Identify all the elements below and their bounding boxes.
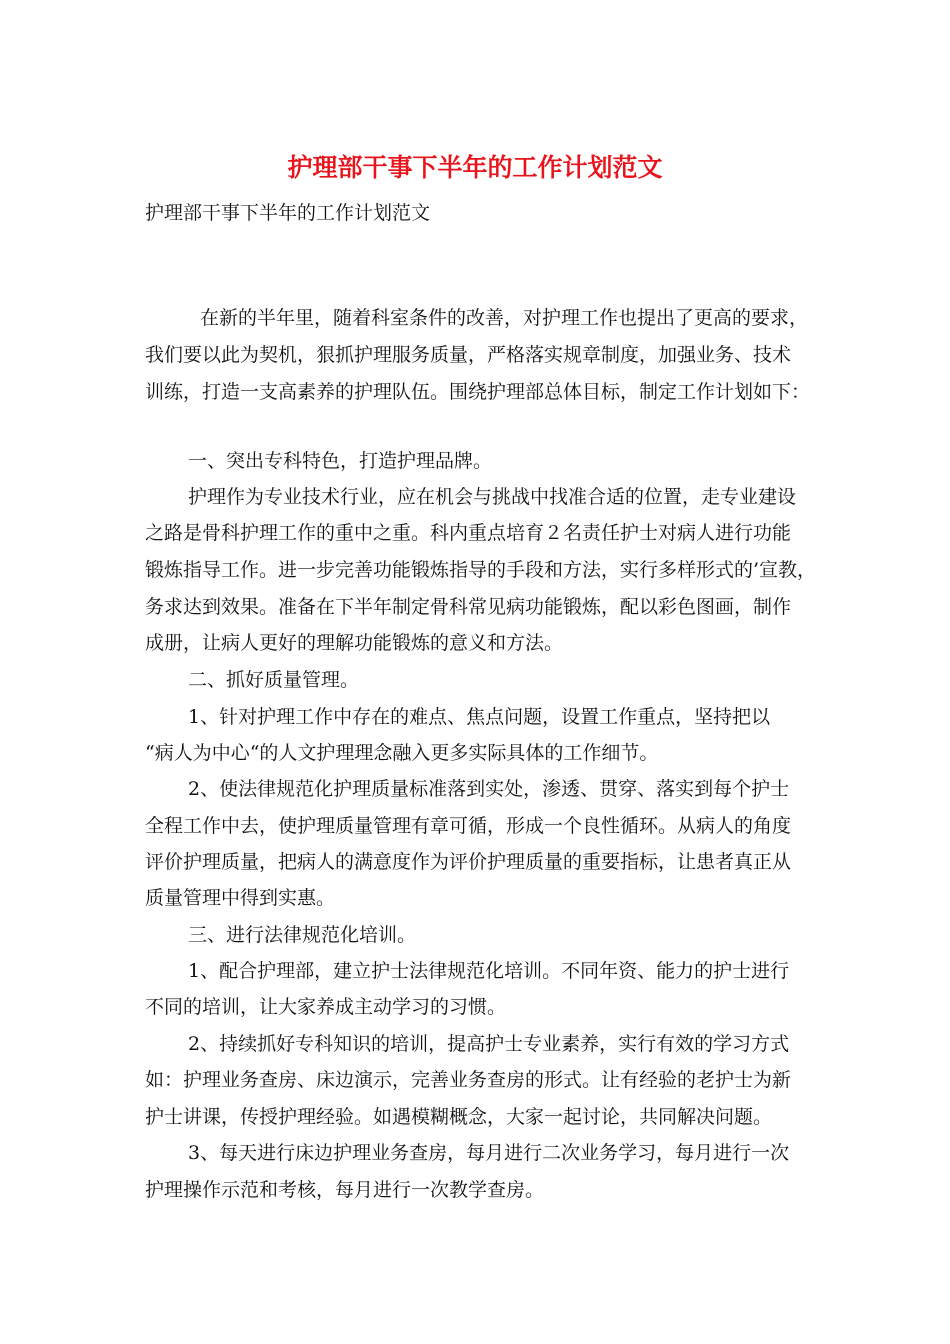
section-heading: 三、进行法律规范化培训。: [188, 924, 417, 946]
document-subtitle: 护理部干事下半年的工作计划范文: [145, 202, 431, 224]
paragraph-line: 1、针对护理工作中存在的难点、焦点问题，设置工作重点，坚持把以: [188, 706, 771, 728]
paragraph-line: 全程工作中去，使护理质量管理有章可循，形成一个良性循环。从病人的角度: [145, 815, 792, 837]
paragraph-line: 护理作为专业技术行业，应在机会与挑战中找准合适的位置，走专业建设: [188, 486, 797, 508]
paragraph-line: 1、配合护理部，建立护士法律规范化培训。不同年资、能力的护士进行: [188, 960, 790, 982]
paragraph-line: 护理操作示范和考核，每月进行一次教学查房。: [145, 1179, 545, 1201]
paragraph-line: “病人为中心“的人文护理理念融入更多实际具体的工作细节。: [145, 742, 659, 764]
paragraph-line: 之路是骨科护理工作的重中之重。科内重点培育２名责任护士对病人进行功能: [145, 522, 792, 544]
paragraph-line: 不同的培训，让大家养成主动学习的习惯。: [145, 996, 507, 1018]
paragraph-line: 务求达到效果。准备在下半年制定骨科常见病功能锻炼，配以彩色图画，制作: [145, 596, 792, 618]
paragraph-line: 2、使法律规范化护理质量标准落到实处，渗透、贯穿、落实到每个护士: [188, 778, 790, 800]
paragraph-line: 3、每天进行床边护理业务查房，每月进行二次业务学习，每月进行一次: [188, 1142, 790, 1164]
paragraph-line: 训练，打造一支高素养的护理队伍。围绕护理部总体目标，制定工作计划如下：: [145, 381, 811, 403]
document-title: 护理部干事下半年的工作计划范文: [287, 153, 663, 182]
paragraph-line: 在新的半年里，随着科室条件的改善，对护理工作也提出了更高的要求，: [200, 307, 809, 329]
section-heading: 一、突出专科特色，打造护理品牌。: [188, 450, 493, 472]
paragraph-line: 如：护理业务查房、床边演示，完善业务查房的形式。让有经验的老护士为新: [145, 1069, 792, 1091]
paragraph-line: 成册，让病人更好的理解功能锻炼的意义和方法。: [145, 632, 564, 654]
paragraph-line: 我们要以此为契机，狠抓护理服务质量，严格落实规章制度，加强业务、技术: [145, 344, 792, 366]
paragraph-line: 护士讲课，传授护理经验。如遇模糊概念，大家一起讨论，共同解决问题。: [145, 1106, 773, 1128]
paragraph-line: 锻炼指导工作。进一步完善功能锻炼指导的手段和方法，实行多样形式的’宣教，: [145, 559, 817, 581]
paragraph-line: 质量管理中得到实惠。: [145, 887, 336, 909]
paragraph-line: 2、持续抓好专科知识的培训，提高护士专业素养，实行有效的学习方式: [188, 1033, 790, 1055]
section-heading: 二、抓好质量管理。: [188, 669, 360, 691]
paragraph-line: 评价护理质量，把病人的满意度作为评价护理质量的重要指标，让患者真正从: [145, 851, 792, 873]
